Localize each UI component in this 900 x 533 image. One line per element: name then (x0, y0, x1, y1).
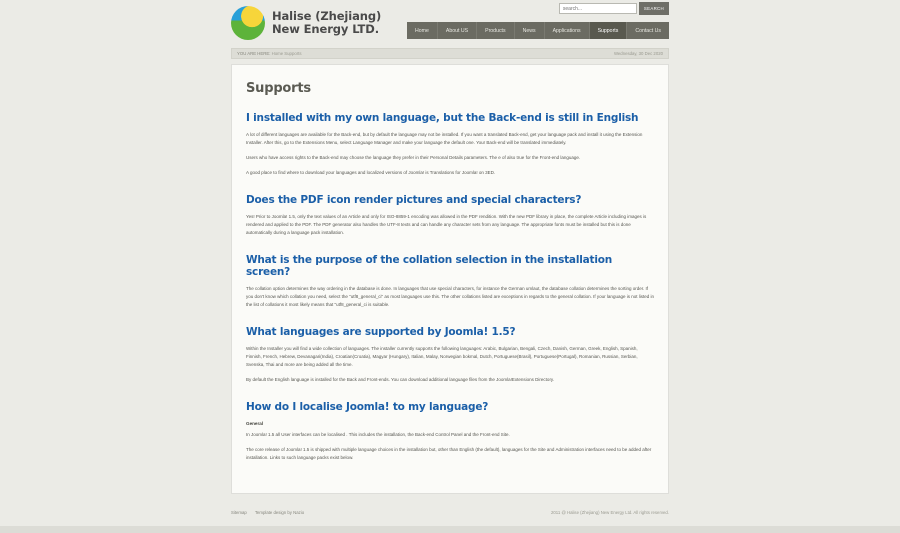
page-wrapper (231, 0, 669, 520)
brand-line-1: Halise (Zhejiang) (272, 9, 382, 23)
content-card (231, 64, 669, 494)
site-logo-block[interactable] (231, 6, 381, 40)
faq-question: How do I localise Joomla! to my language? (246, 401, 489, 413)
bottom-bar (0, 526, 900, 533)
faq-item (246, 112, 654, 177)
breadcrumb-strip (231, 48, 669, 59)
nav-item-products[interactable]: Products (477, 22, 514, 39)
main-nav[interactable] (407, 22, 669, 39)
footer-links[interactable] (231, 510, 311, 515)
faq-paragraph: Users who have access rights to the Back-end may choose the language they prefer in their Personal Details parameters. The e of also true for the Front-end language. (246, 155, 581, 160)
site-header (231, 0, 669, 44)
search-button[interactable]: SEARCH (639, 2, 669, 15)
site-footer (231, 504, 669, 520)
faq-paragraph: A lot of different languages are available for the Back-end, but by default the language may not be installed. If you want a translated Back-end, get your language pack and install it using the Extension Installer. After this, go to the Extensions Menu, select Language Manager and make your language the default one. Your Back-end will be translated immediately. (246, 132, 643, 145)
page-title: Supports (246, 81, 311, 96)
faq-item (246, 254, 654, 309)
faq-paragraph: A good place to find where to download your languages and localized versions of Joomla! is Translations for Joomla! on 3ED. (246, 170, 496, 175)
brand-name (272, 10, 381, 36)
search-box[interactable] (559, 2, 669, 15)
faq-item (246, 326, 654, 384)
faq-paragraph: Within the Installer you will find a wide collection of languages. The installer currently supports the following languages: Arabic, Bulgarian, Bengali, Czech, Danish, German, Greek, English, Spanish, Finnish, French, Hebrew, Devanagari(India), Croatian(Croatia), Magyar (Hungary), Italian, Malay, Norwegian bokmal, Dutch, Portuguese(Brasil), Portuguese(Portugal), Romanian, Russian, Serbian, Svenska, Thai and more are being added all the time. (246, 346, 638, 367)
brand-line-2: New Energy LTD. (272, 22, 379, 36)
nav-item-applications[interactable]: Applications (545, 22, 590, 39)
faq-question: What is the purpose of the collation selection in the installation screen? (246, 254, 613, 278)
nav-item-supports[interactable]: Supports (590, 22, 628, 39)
current-date: Wednesday, 30 Dec 2020 (613, 51, 663, 56)
faq-item (246, 194, 654, 237)
nav-item-contact-us[interactable]: Contact Us (635, 27, 661, 34)
faq-paragraph: By default the English language is installed for the Back and Front-ends. You can download additional language files from the Joomla!Extensions Directory. (246, 377, 555, 382)
breadcrumb-prefix: YOU ARE HERE: (237, 51, 271, 56)
sun-leaf-logo-icon (231, 6, 265, 40)
footer-copyright: 2011 @ Halise (Zhejiang) New Energy Ltd. All rights reserved. (551, 509, 669, 515)
faq-paragraph: The core release of Joomla! 1.5 is shipped with multiple language choices in the installation but, other than English (the default), languages for the Site and Administration interfaces need to be added after installation. Links to such language packs exist below. (246, 447, 652, 460)
search-input[interactable] (559, 3, 637, 14)
breadcrumb-current: Home Supports (271, 51, 302, 56)
faq-question: What languages are supported by Joomla! 1.5? (246, 326, 516, 338)
faq-question: Does the PDF icon render pictures and special characters? (246, 194, 582, 206)
footer-link-template-credit[interactable]: Template design by Nazio (254, 509, 305, 515)
faq-question: I installed with my own language, but the Back-end is still in English (246, 112, 639, 124)
faq-item (246, 401, 654, 462)
breadcrumb[interactable] (237, 51, 302, 56)
faq-paragraph: Yes! Prior to Joomla! 1.5, only the text values of an Article and only for ISO-8859-1 encoding was allowed in the PDF rendition. With the new PDF library in place, the complete Article including images is rendered and applied to the PDF. The PDF generator also handles the UTF-8 texts and can handle any character sets from any language. The appropriate fonts must be installed but this is done automatically during a language pack installation. (246, 214, 647, 235)
faq-paragraph: The collation option determines the way ordering in the database is done. In languages that use special characters, for instance the German umlaut, the database collation determines the sorting order. If you don't know which collation you need, select the "utf8_general_ci" as most languages use this. The other collations listed are exceptions in regards to the general collation. If your language is not listed in the list of collations it most likely means that "utf8_general_ci is suitable. (246, 286, 654, 307)
nav-item-home[interactable]: Home (407, 22, 438, 39)
nav-item-about-us[interactable]: About US (438, 22, 477, 39)
nav-item-news[interactable]: News (515, 22, 545, 39)
footer-link-sitemap[interactable]: Sitemap (231, 509, 247, 515)
faq-subheading: General (246, 421, 264, 426)
faq-paragraph: In Joomla! 1.5 all User interfaces can be localised . This includes the installation, the Back-end Control Panel and the Front-end Site. (246, 432, 510, 437)
